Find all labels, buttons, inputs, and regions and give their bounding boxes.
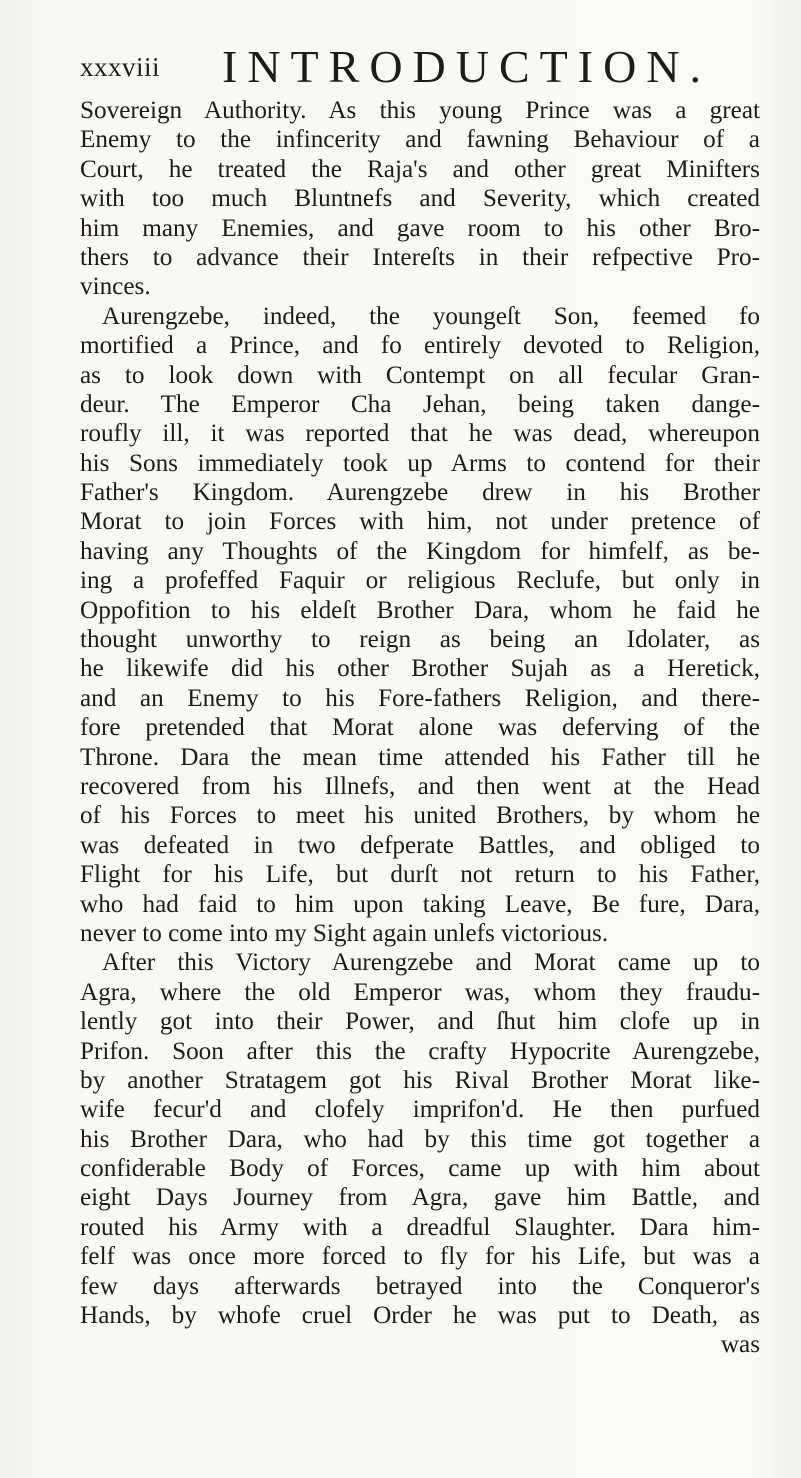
text-line: never to come into my Sight again unlefs victorious. xyxy=(80,919,609,947)
text-line: wife fecur'd and clofely imprifon'd. He then purfued xyxy=(80,1096,760,1124)
text-line: few days afterwards betrayed into the Conqueror's xyxy=(80,1272,760,1300)
text-line: he likewife did his other Brother Sujah as a Heretick, xyxy=(80,655,760,683)
text-line: fore pretended that Morat alone was deferving of the xyxy=(80,714,760,742)
body-text xyxy=(80,96,760,1360)
text-line: vinces. xyxy=(80,273,151,301)
text-line: recovered from his Illnefs, and then went at the Head xyxy=(80,772,760,800)
text-line: him many Enemies, and gave room to his other Bro- xyxy=(80,214,760,242)
text-line: After this Victory Aurengzebe and Morat came up to xyxy=(102,949,760,977)
text-line: Enemy to the infincerity and fawning Behaviour of a xyxy=(80,126,760,154)
text-line: lently got into their Power, and ſhut him clofe up in xyxy=(80,1008,760,1036)
text-line: eight Days Journey from Agra, gave him Battle, and xyxy=(80,1184,760,1212)
text-line: and an Enemy to his Fore-fathers Religion, and there- xyxy=(80,684,760,712)
text-line: mortified a Prince, and fo entirely devoted to Religion, xyxy=(80,332,760,360)
text-line: was defeated in two defperate Battles, and obliged to xyxy=(80,831,760,859)
text-line: routed his Army with a dreadful Slaughter. Dara him- xyxy=(80,1213,760,1241)
text-line: Prifon. Soon after this the crafty Hypocrite Aurengzebe, xyxy=(80,1037,760,1065)
text-line: roufly ill, it was reported that he was dead, whereupon xyxy=(80,420,760,448)
page-header xyxy=(80,40,720,92)
text-line: Sovereign Authority. As this young Prince was a great xyxy=(80,97,760,124)
text-line: thought unworthy to reign as being an Idolater, as xyxy=(80,626,760,654)
text-line: ing a profeffed Faquir or religious Reclufe, but only in xyxy=(80,567,760,595)
text-line: thers to advance their Intereſts in their refpective Pro- xyxy=(80,243,760,271)
text-line: confiderable Body of Forces, came up with him about xyxy=(80,1155,760,1183)
page-number: xxxviii xyxy=(80,52,161,82)
text-line: of his Forces to meet his united Brothers, by whom he xyxy=(80,802,760,830)
text-line: who had faid to him upon taking Leave, Be fure, Dara, xyxy=(80,890,760,918)
text-line: Morat to join Forces with him, not under pretence of xyxy=(80,508,760,536)
text-line: Agra, where the old Emperor was, whom they fraudu- xyxy=(80,978,760,1006)
text-line: felf was once more forced to fly for his Life, but was a xyxy=(80,1243,760,1271)
text-line: Hands, by whofe cruel Order he was put to Death, as xyxy=(80,1302,760,1330)
text-line: having any Thoughts of the Kingdom for himfelf, as be- xyxy=(80,537,760,565)
catchword: was xyxy=(720,1331,760,1359)
text-line: Throne. Dara the mean time attended his Father till he xyxy=(80,743,760,771)
text-line: with too much Bluntnefs and Severity, which created xyxy=(80,185,760,213)
text-line: by another Stratagem got his Rival Brother Morat like- xyxy=(80,1066,760,1094)
text-line: Father's Kingdom. Aurengzebe drew in his Brother xyxy=(80,479,760,507)
text-line: as to look down with Contempt on all fecular Gran- xyxy=(80,361,760,389)
text-line: his Sons immediately took up Arms to contend for their xyxy=(80,449,760,477)
text-line: his Brother Dara, who had by this time got together a xyxy=(80,1125,760,1153)
text-line: Court, he treated the Raja's and other great Minifters xyxy=(80,155,760,183)
text-line: Oppofition to his eldeſt Brother Dara, whom he faid he xyxy=(80,596,760,624)
running-head: INTRODUCTION. xyxy=(222,41,712,92)
text-line: Flight for his Life, but durſt not return to his Father, xyxy=(80,861,760,889)
text-line: Aurengzebe, indeed, the youngeſt Son, feemed fo xyxy=(102,302,760,330)
text-line: deur. The Emperor Cha Jehan, being taken dange- xyxy=(80,390,760,418)
